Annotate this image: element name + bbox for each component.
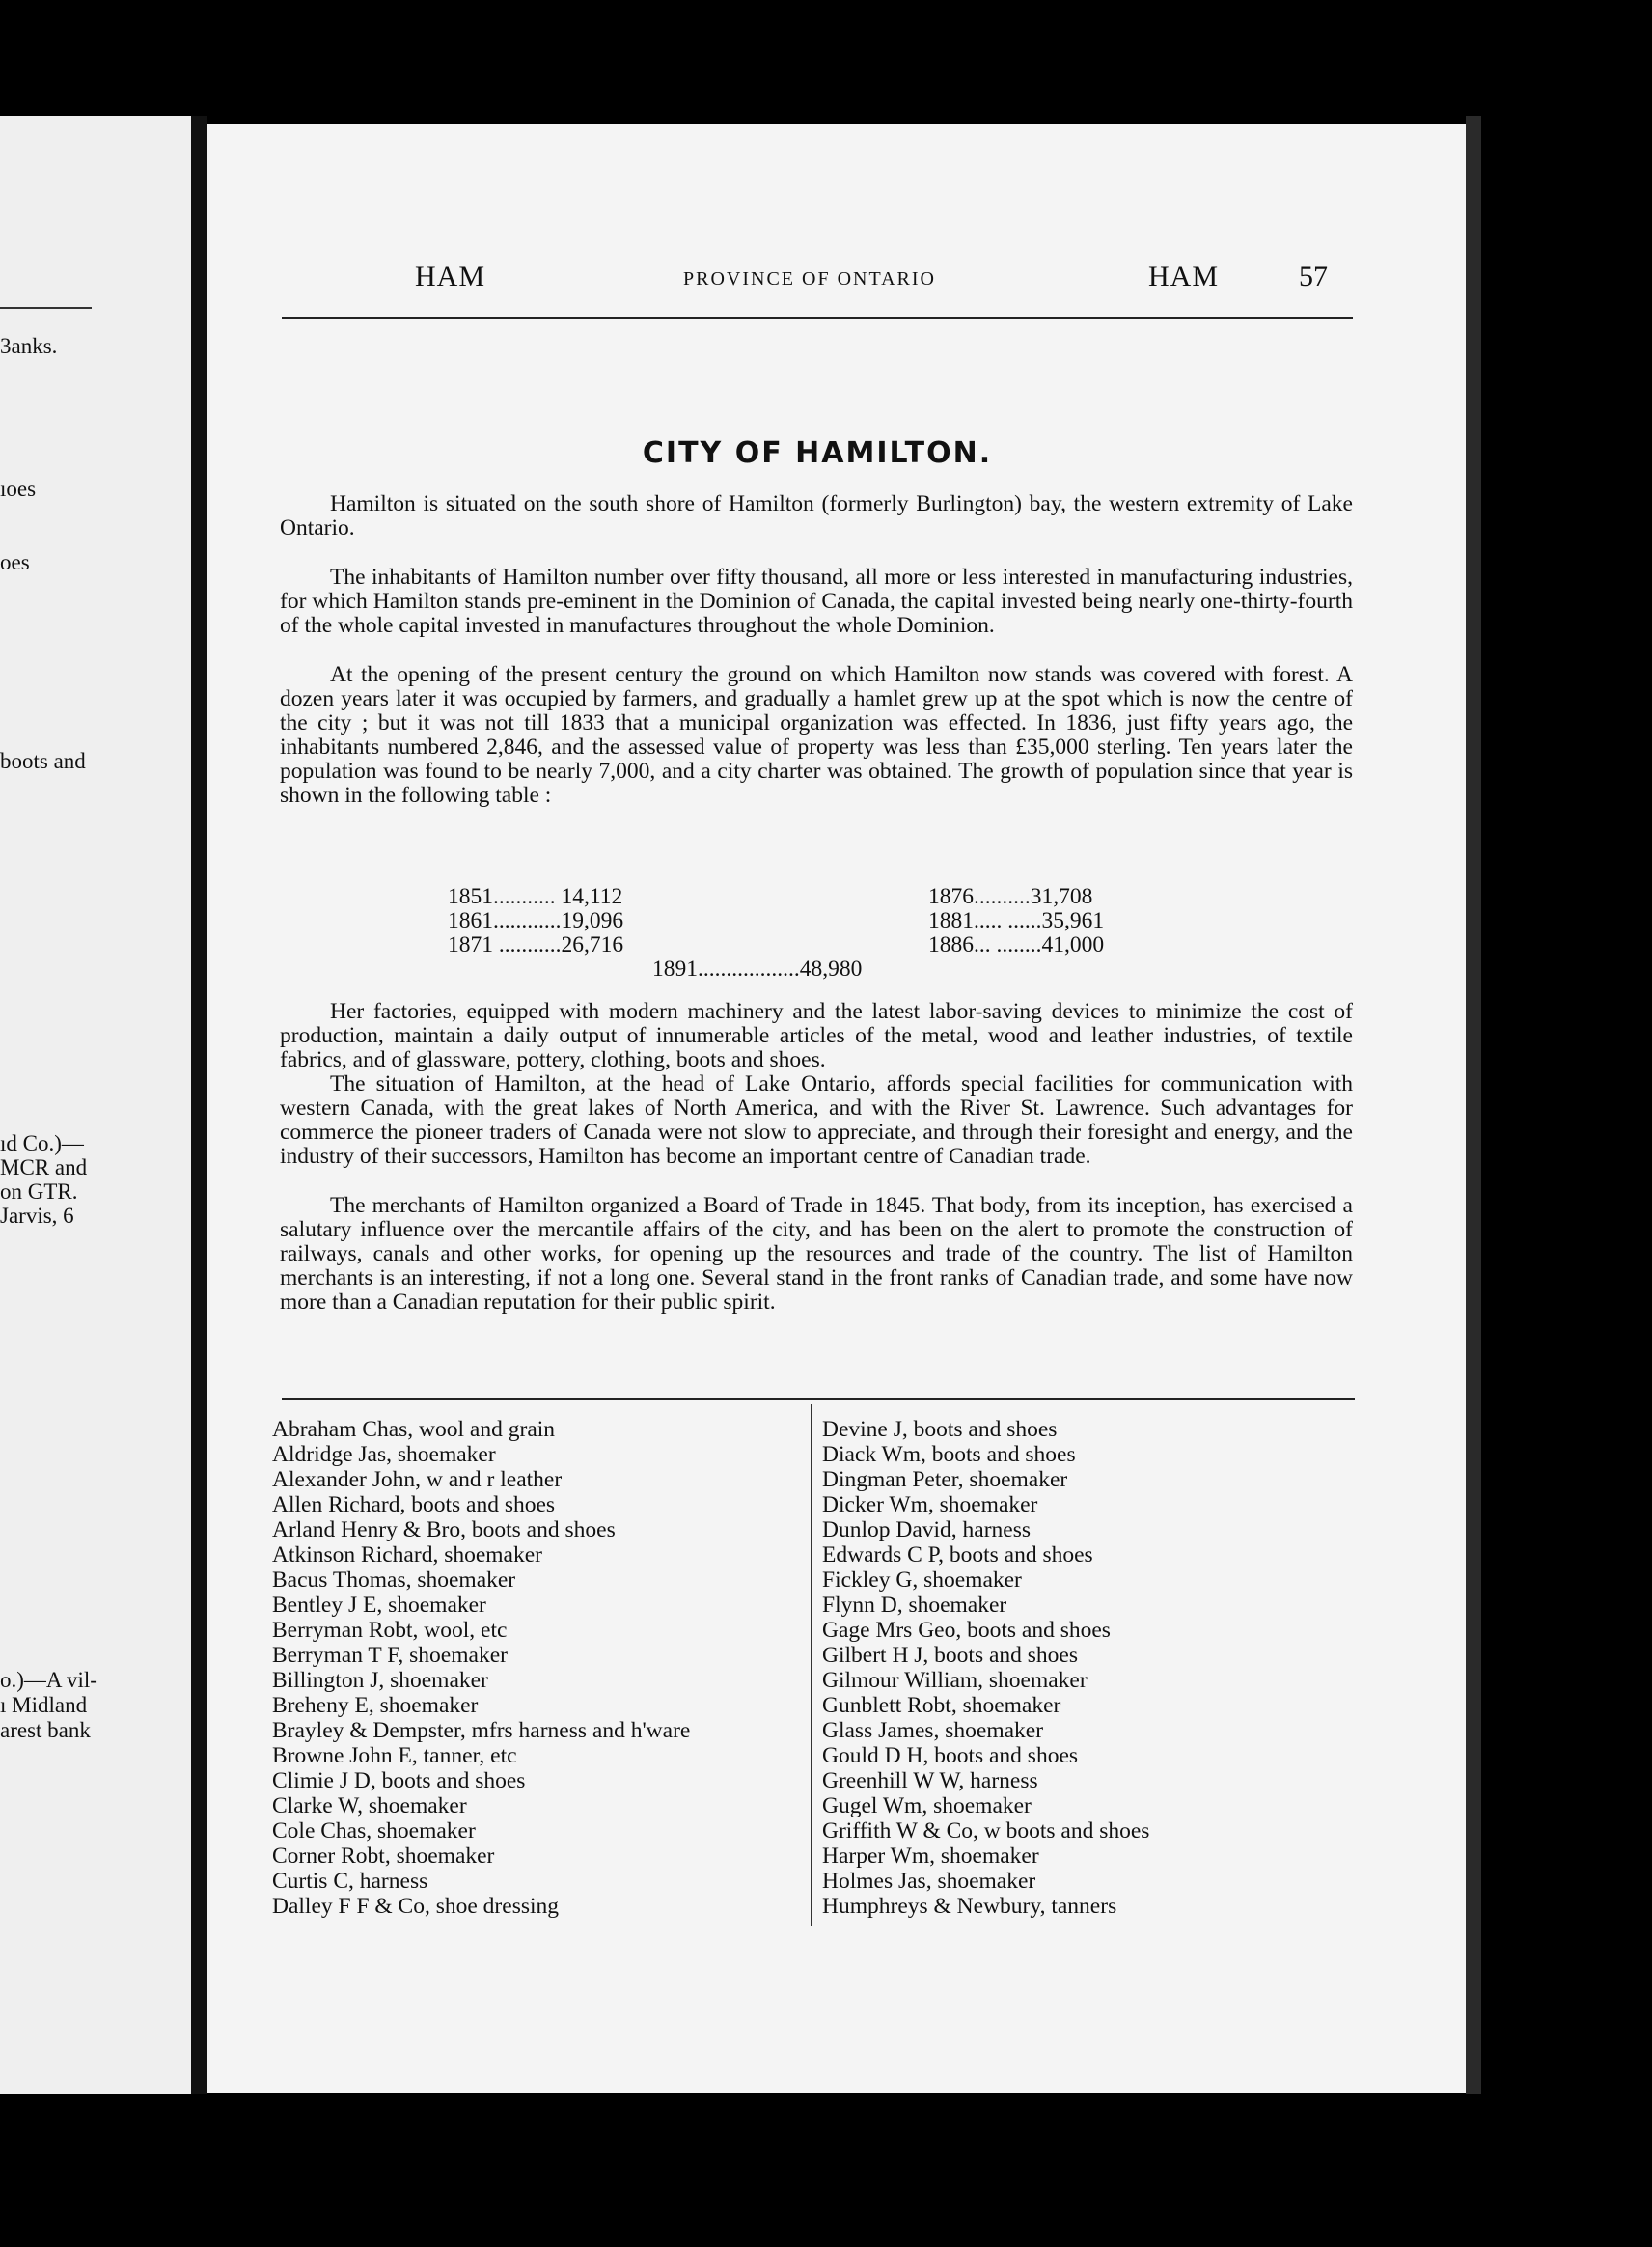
- list-item: Arland Henry & Bro, boots and shoes: [272, 1517, 616, 1542]
- header-rule: [282, 317, 1353, 319]
- list-item: Atkinson Richard, shoemaker: [272, 1542, 542, 1567]
- left-fragment: arest bank: [0, 1718, 91, 1742]
- population-year: 1861: [448, 908, 493, 933]
- population-leader: ...........: [493, 932, 562, 957]
- page-number: 57: [1299, 261, 1328, 292]
- list-item: Gage Mrs Geo, boots and shoes: [822, 1618, 1111, 1643]
- list-item: Greenhill W W, harness: [822, 1768, 1038, 1793]
- population-leader: ...........: [493, 884, 556, 909]
- list-item: Griffith W & Co, w boots and shoes: [822, 1818, 1150, 1844]
- left-fragment: ıoes: [0, 477, 37, 501]
- running-head-right: HAM: [1148, 261, 1220, 292]
- population-leader: ..........: [974, 884, 1031, 909]
- column-rule: [811, 1404, 812, 1926]
- population-row: [448, 932, 623, 958]
- list-item: Glass James, shoemaker: [822, 1718, 1044, 1743]
- left-page-rule: [0, 307, 92, 309]
- population-value: 26,716: [561, 932, 624, 957]
- population-row: [448, 908, 623, 934]
- population-leader: ..... ......: [974, 908, 1042, 933]
- left-fragment: ıd Co.)—: [0, 1131, 84, 1155]
- population-year: 1881: [928, 908, 974, 933]
- list-item: Allen Richard, boots and shoes: [272, 1492, 556, 1517]
- list-item: Dicker Wm, shoemaker: [822, 1492, 1038, 1517]
- page-edge-shadow: [1466, 116, 1481, 2094]
- list-item: Browne John E, tanner, etc: [272, 1743, 517, 1768]
- list-item: Gilmour William, shoemaker: [822, 1668, 1088, 1693]
- list-item: Holmes Jas, shoemaker: [822, 1869, 1036, 1894]
- running-head-left: HAM: [415, 261, 486, 292]
- list-item: Gilbert H J, boots and shoes: [822, 1643, 1079, 1668]
- list-item: Brayley & Dempster, mfrs harness and h'ware: [272, 1718, 691, 1743]
- population-leader: ............: [493, 908, 562, 933]
- paragraph: At the opening of the present century the ground on which Hamilton now stands was covered with forest. A dozen years later it was occupied by farmers, and gradually a hamlet grew up at the spot which is now the centre of the city ; but it was not till 1833 that a municipal organization was effected. In 1836, just fifty years ago, the inhabitants numbered 2,846, and the assessed value of property was less than £35,000 sterling. Ten years later the population was found to be nearly 7,000, and a city charter was obtained. The growth of population since that year is shown in the following table :: [280, 662, 1353, 808]
- population-leader: ... ........: [974, 932, 1042, 957]
- list-item: Berryman Robt, wool, etc: [272, 1618, 508, 1643]
- population-row: [928, 932, 1104, 958]
- paragraph: Her factories, equipped with modern machinery and the latest labor-saving devices to minimize the cost of production, maintain a daily output of innumerable articles of the metal, wood and leather industries, of textile fabrics, and of glassware, pottery, clothing, boots and shoes.: [280, 999, 1353, 1072]
- intro-text: [280, 492, 1353, 808]
- merchant-list-left: [272, 1417, 808, 1919]
- population-row: [652, 957, 862, 983]
- list-item: Dunlop David, harness: [822, 1517, 1032, 1542]
- population-year: 1851: [448, 884, 493, 909]
- population-row: [928, 884, 1092, 910]
- population-year: 1886: [928, 932, 974, 957]
- left-fragment: o.)—A vil-: [0, 1668, 97, 1692]
- population-row: [928, 908, 1104, 934]
- list-item: Aldridge Jas, shoemaker: [272, 1442, 496, 1467]
- book-gutter: [191, 116, 206, 2094]
- population-table: [444, 884, 1216, 990]
- left-fragment: on GTR.: [0, 1179, 78, 1204]
- list-item: Curtis C, harness: [272, 1869, 428, 1894]
- list-item: Breheny E, shoemaker: [272, 1693, 479, 1718]
- list-item: Dingman Peter, shoemaker: [822, 1467, 1068, 1492]
- population-value: 19,096: [561, 908, 624, 933]
- population-value: 14,112: [561, 884, 623, 909]
- population-value: 35,961: [1041, 908, 1105, 933]
- population-year: 1891: [652, 957, 698, 982]
- list-item: Flynn D, shoemaker: [822, 1593, 1007, 1618]
- list-item: Devine J, boots and shoes: [822, 1417, 1058, 1442]
- population-value: 41,000: [1041, 932, 1105, 957]
- left-fragment: ı Midland: [0, 1693, 88, 1717]
- list-item: Berryman T F, shoemaker: [272, 1643, 508, 1668]
- list-item: Bentley J E, shoemaker: [272, 1593, 486, 1618]
- population-year: 1876: [928, 884, 974, 909]
- list-item: Gugel Wm, shoemaker: [822, 1793, 1032, 1818]
- list-item: Gould D H, boots and shoes: [822, 1743, 1079, 1768]
- list-rule: [282, 1398, 1355, 1400]
- left-fragment: boots and: [0, 749, 86, 773]
- population-year: 1871: [448, 932, 493, 957]
- list-item: Fickley G, shoemaker: [822, 1567, 1022, 1593]
- list-item: Bacus Thomas, shoemaker: [272, 1567, 516, 1593]
- list-item: Clarke W, shoemaker: [272, 1793, 467, 1818]
- left-page-edge: [0, 116, 191, 2094]
- population-value: 48,980: [799, 957, 863, 982]
- list-item: Cole Chas, shoemaker: [272, 1818, 476, 1844]
- list-item: Alexander John, w and r leather: [272, 1467, 563, 1492]
- list-item: Harper Wm, shoemaker: [822, 1844, 1039, 1869]
- list-item: Gunblett Robt, shoemaker: [822, 1693, 1061, 1718]
- closing-text: [280, 1000, 1353, 1315]
- population-value: 31,708: [1030, 884, 1093, 909]
- list-item: Abraham Chas, wool and grain: [272, 1417, 556, 1442]
- running-head-center: PROVINCE OF ONTARIO: [683, 268, 936, 290]
- paragraph: Hamilton is situated on the south shore of Hamilton (formerly Burlington) bay, the western extremity of Lake Ontario.: [280, 491, 1353, 541]
- running-head: [289, 261, 1351, 299]
- page-title: CITY OF HAMILTON.: [642, 436, 993, 470]
- left-fragment: oes: [0, 550, 30, 574]
- list-item: Climie J D, boots and shoes: [272, 1768, 526, 1793]
- paragraph: The inhabitants of Hamilton number over fifty thousand, all more or less interested in manufacturing industries, for which Hamilton stands pre-eminent in the Dominion of Canada, the capital invested being nearly one-thirty-fourth of the whole capital invested in manufactures throughout the whole Dominion.: [280, 565, 1353, 638]
- list-item: Billington J, shoemaker: [272, 1668, 488, 1693]
- list-item: Dalley F F & Co, shoe dressing: [272, 1894, 560, 1919]
- population-leader: ..................: [698, 957, 800, 982]
- list-item: Edwards C P, boots and shoes: [822, 1542, 1093, 1567]
- list-item: Humphreys & Newbury, tanners: [822, 1894, 1117, 1919]
- merchant-list-right: [822, 1417, 1353, 1919]
- population-row: [448, 884, 622, 910]
- paragraph: The situation of Hamilton, at the head of Lake Ontario, affords special facilities for communication with western Canada, with the great lakes of North America, and with the River St. Lawrence. Such advantages for commerce the pioneer traders of Canada were not slow to appreciate, and through their foresight and energy, and the industry of their successors, Hamilton has become an important centre of Canadian trade.: [280, 1071, 1353, 1169]
- list-item: Corner Robt, shoemaker: [272, 1844, 495, 1869]
- left-fragment: Jarvis, 6: [0, 1204, 74, 1228]
- left-fragment: 3anks.: [0, 334, 58, 358]
- left-fragment: MCR and: [0, 1155, 88, 1179]
- paragraph: The merchants of Hamilton organized a Board of Trade in 1845. That body, from its inception, has exercised a salutary influence over the mercantile affairs of the city, and has been on the alert to promote the construction of railways, canals and other works, for opening up the resources and trade of the country. The list of Hamilton merchants is an interesting, if not a long one. Several stand in the front ranks of Canadian trade, and some have now more than a Canadian reputation for their public spirit.: [280, 1193, 1353, 1315]
- list-item: Diack Wm, boots and shoes: [822, 1442, 1076, 1467]
